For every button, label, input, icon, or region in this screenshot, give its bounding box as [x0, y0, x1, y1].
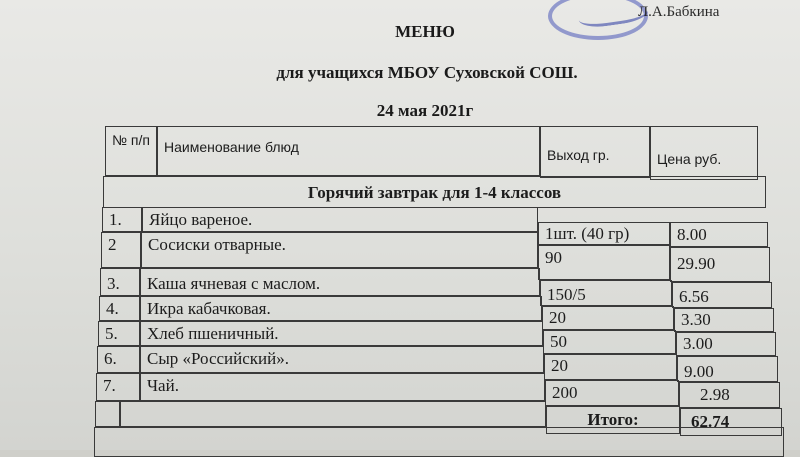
row-price: 3.00	[676, 332, 776, 356]
signer-name: Л.А.Бабкина	[638, 4, 720, 20]
row-name: Каша ячневая с маслом.	[140, 268, 540, 296]
row-num: 6.	[97, 346, 140, 373]
row-weight: 50	[543, 330, 676, 354]
col-header-name: Наименование блюд	[157, 126, 540, 176]
total-value: 62.74	[680, 408, 782, 436]
row-price: 8.00	[670, 222, 768, 247]
menu-date: 24 мая 2021г	[376, 101, 474, 120]
total-label: Итого:	[546, 406, 680, 434]
row-weight: 20	[542, 306, 674, 330]
row-price: 2.98	[679, 382, 780, 408]
page-subtitle: для учащихся МБОУ Суховской СОШ.	[276, 63, 578, 82]
col-header-weight: Выход гр.	[540, 126, 650, 178]
row-weight: 20	[544, 354, 677, 380]
row-price: 3.30	[674, 308, 774, 332]
row-num: 3.	[100, 268, 140, 296]
row-name: Сыр «Российский».	[140, 346, 544, 373]
row-price: 6.56	[672, 282, 772, 308]
row-num: 5.	[98, 321, 140, 346]
col-header-num: № п/п	[105, 126, 157, 176]
row-num: 2	[101, 232, 141, 268]
col-header-price: Цена руб.	[650, 126, 758, 180]
section-header: Горячий завтрак для 1-4 классов	[103, 176, 766, 208]
table-bottom-row	[94, 427, 784, 457]
total-empty-num	[95, 401, 120, 427]
row-name: Сосиски отварные.	[141, 232, 538, 268]
row-num: 4.	[99, 296, 140, 321]
row-name: Яйцо вареное.	[142, 207, 538, 232]
row-num: 1.	[102, 207, 142, 232]
row-price: 9.00	[677, 356, 778, 382]
row-weight: 200	[545, 380, 679, 406]
total-empty-name	[120, 401, 546, 427]
row-num: 7.	[96, 373, 140, 401]
row-weight: 90	[538, 245, 670, 280]
row-weight: 150/5	[540, 280, 672, 306]
row-name: Икра кабачковая.	[140, 296, 542, 321]
row-weight: 1шт. (40 гр)	[538, 222, 670, 245]
row-name: Хлеб пшеничный.	[140, 321, 543, 346]
row-name: Чай.	[140, 373, 545, 401]
page-title: МЕНЮ	[395, 22, 455, 41]
row-price: 29.90	[670, 247, 770, 282]
